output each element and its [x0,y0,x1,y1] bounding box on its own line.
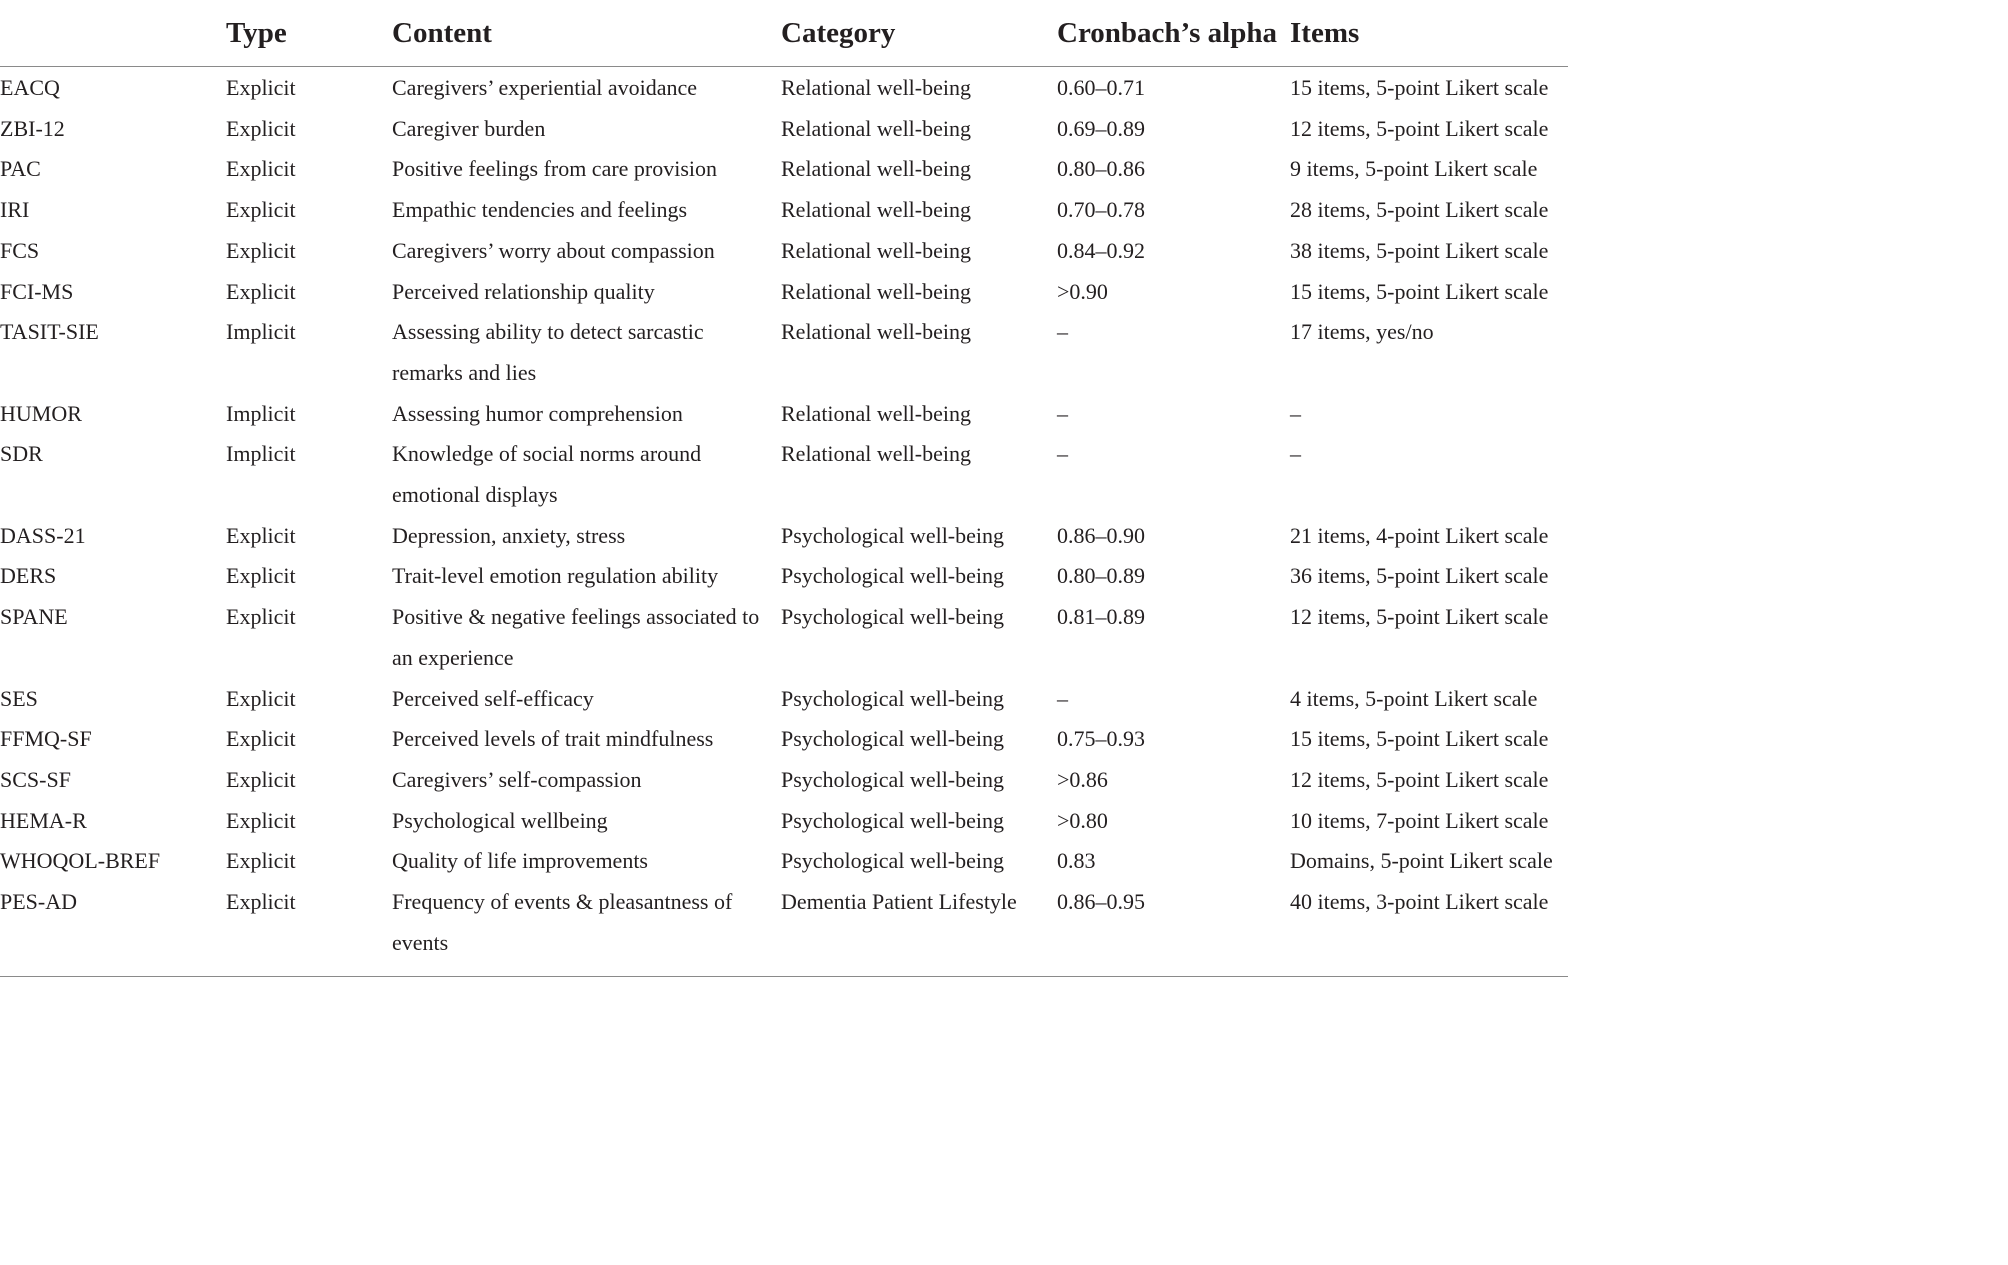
cell-measure: FFMQ-SF [0,726,92,752]
table-row [0,882,1568,978]
cell-type: Explicit [226,278,296,304]
cell-cronbach-alpha: >0.80 [1057,807,1108,833]
cell-content: Trait-level emotion regulation ability [392,563,719,589]
cell-category: Psychological well-being [781,766,1005,792]
cell-measure: FCS [0,237,40,263]
cell-type: Explicit [226,563,296,589]
cell-items: 21 items, 4-point Likert scale [1290,522,1549,548]
cell-cronbach-alpha: 0.86–0.95 [1057,889,1145,915]
table-row [0,149,1568,190]
table-row [0,719,1568,760]
table-row [0,190,1568,231]
cell-items: 4 items, 5-point Likert scale [1290,685,1538,711]
cell-cronbach-alpha: 0.60–0.71 [1057,75,1145,100]
cell-cronbach-alpha: 0.70–0.78 [1057,197,1145,223]
cell-items: 15 items, 5-point Likert scale [1290,726,1549,752]
cell-cronbach-alpha: – [1057,319,1068,345]
cell-measure: PAC [0,156,41,182]
cell-content: Positive & negative feelings associated to an experience [392,604,760,670]
cell-items: – [1290,400,1301,426]
header-category: Category [781,0,1057,67]
cell-measure: HEMA-R [0,807,87,833]
table-row [0,434,1568,515]
cell-type: Explicit [226,685,296,711]
cell-measure: DERS [0,563,57,589]
cell-cronbach-alpha: 0.86–0.90 [1057,522,1145,548]
cell-measure: SPANE [0,604,68,630]
table-row [0,516,1568,557]
table-row [0,231,1568,272]
table-header [0,0,1568,67]
table-body [0,67,1568,979]
cell-cronbach-alpha: 0.69–0.89 [1057,115,1145,141]
table-row [0,67,1568,109]
cell-items: 28 items, 5-point Likert scale [1290,197,1549,223]
cell-items: 12 items, 5-point Likert scale [1290,604,1549,630]
cell-measure: HUMOR [0,400,82,426]
cell-content: Assessing humor comprehension [392,400,683,426]
cell-cronbach-alpha: >0.86 [1057,766,1108,792]
header-items: Items [1290,0,1568,67]
cell-category: Psychological well-being [781,685,1005,711]
cell-category: Psychological well-being [781,726,1005,752]
cell-items: 17 items, yes/no [1290,319,1434,345]
table-row [0,801,1568,842]
cell-items: 15 items, 5-point Likert scale [1290,278,1549,304]
cell-items: 12 items, 5-point Likert scale [1290,115,1549,141]
cell-content: Caregivers’ self-compassion [392,766,642,792]
cell-type: Implicit [226,441,296,467]
table-row [0,556,1568,597]
cell-measure: ZBI-12 [0,115,65,141]
cell-measure: SDR [0,441,43,467]
header-measure [0,0,226,67]
cell-cronbach-alpha: 0.75–0.93 [1057,726,1145,752]
cell-measure: FCI-MS [0,278,74,304]
cell-items: 9 items, 5-point Likert scale [1290,156,1538,182]
cell-type: Explicit [226,197,296,223]
cell-category: Relational well-being [781,115,971,141]
cell-cronbach-alpha: 0.84–0.92 [1057,237,1145,263]
cell-category: Psychological well-being [781,807,1005,833]
cell-items: 36 items, 5-point Likert scale [1290,563,1549,589]
cell-content: Caregivers’ worry about compassion [392,237,715,263]
cell-content: Quality of life improvements [392,848,648,874]
cell-measure: EACQ [0,75,60,100]
cell-content: Assessing ability to detect sarcastic remarks and lies [392,319,704,385]
header-cronbach-alpha: Cronbach’s alpha [1057,0,1290,67]
cell-category: Psychological well-being [781,848,1005,874]
cell-content: Knowledge of social norms around emotional displays [392,441,702,508]
cell-content: Perceived self-efficacy [392,685,594,711]
cell-items: 12 items, 5-point Likert scale [1290,766,1549,792]
cell-content: Psychological wellbeing [392,807,608,833]
cell-content: Empathic tendencies and feelings [392,197,688,223]
table-row [0,597,1568,678]
cell-measure: DASS-21 [0,522,86,548]
table-row [0,312,1568,393]
table-row [0,394,1568,435]
cell-type: Implicit [226,319,296,345]
table-row [0,109,1568,150]
cell-type: Explicit [226,522,296,548]
header-row [0,0,1568,67]
cell-items: – [1290,441,1301,467]
cell-cronbach-alpha: 0.83 [1057,848,1096,874]
cell-content: Caregivers’ experiential avoidance [392,75,697,100]
table-row [0,760,1568,801]
cell-category: Relational well-being [781,237,971,263]
cell-type: Explicit [226,726,296,752]
table-row [0,841,1568,882]
cell-measure: TASIT-SIE [0,319,99,345]
cell-cronbach-alpha: 0.80–0.86 [1057,156,1145,182]
cell-type: Explicit [226,115,296,141]
cell-category: Relational well-being [781,278,971,304]
header-content: Content [392,0,781,67]
cell-measure: IRI [0,197,30,223]
cell-measure: PES-AD [0,889,78,915]
cell-measure: SES [0,685,38,711]
cell-category: Relational well-being [781,156,971,182]
cell-category: Relational well-being [781,400,971,426]
cell-type: Explicit [226,237,296,263]
cell-items: 15 items, 5-point Likert scale [1290,75,1549,100]
cell-category: Psychological well-being [781,604,1005,630]
cell-content: Perceived relationship quality [392,278,655,304]
cell-type: Implicit [226,400,296,426]
cell-items: 38 items, 5-point Likert scale [1290,237,1549,263]
cell-items: 40 items, 3-point Likert scale [1290,889,1549,915]
cell-content: Depression, anxiety, stress [392,522,626,548]
cell-type: Explicit [226,807,296,833]
cell-cronbach-alpha: – [1057,441,1068,467]
cell-type: Explicit [226,766,296,792]
cell-type: Explicit [226,889,296,915]
cell-type: Explicit [226,848,296,874]
cell-content: Caregiver burden [392,115,546,141]
cell-type: Explicit [226,156,296,182]
cell-content: Perceived levels of trait mindfulness [392,726,714,752]
cell-category: Psychological well-being [781,522,1005,548]
cell-category: Relational well-being [781,441,971,467]
cell-category: Relational well-being [781,319,971,345]
cell-type: Explicit [226,75,296,100]
cell-measure: WHOQOL-BREF [0,848,161,874]
cell-cronbach-alpha: 0.81–0.89 [1057,604,1145,630]
cell-category: Relational well-being [781,75,971,100]
cell-category: Relational well-being [781,197,971,223]
cell-measure: SCS-SF [0,766,71,792]
cell-cronbach-alpha: – [1057,685,1068,711]
cell-category: Dementia Patient Lifestyle [781,889,1017,915]
cell-items: Domains, 5-point Likert scale [1290,848,1553,874]
cell-cronbach-alpha: >0.90 [1057,278,1108,304]
cell-type: Explicit [226,604,296,630]
cell-content: Frequency of events & pleasantness of events [392,889,733,955]
table-row [0,272,1568,313]
cell-category: Psychological well-being [781,563,1005,589]
table-row [0,679,1568,720]
cell-content: Positive feelings from care provision [392,156,718,182]
cell-cronbach-alpha: 0.80–0.89 [1057,563,1145,589]
cell-items: 10 items, 7-point Likert scale [1290,807,1549,833]
cell-cronbach-alpha: – [1057,400,1068,426]
header-type: Type [226,0,392,67]
table-bottom-rule [0,976,1568,977]
